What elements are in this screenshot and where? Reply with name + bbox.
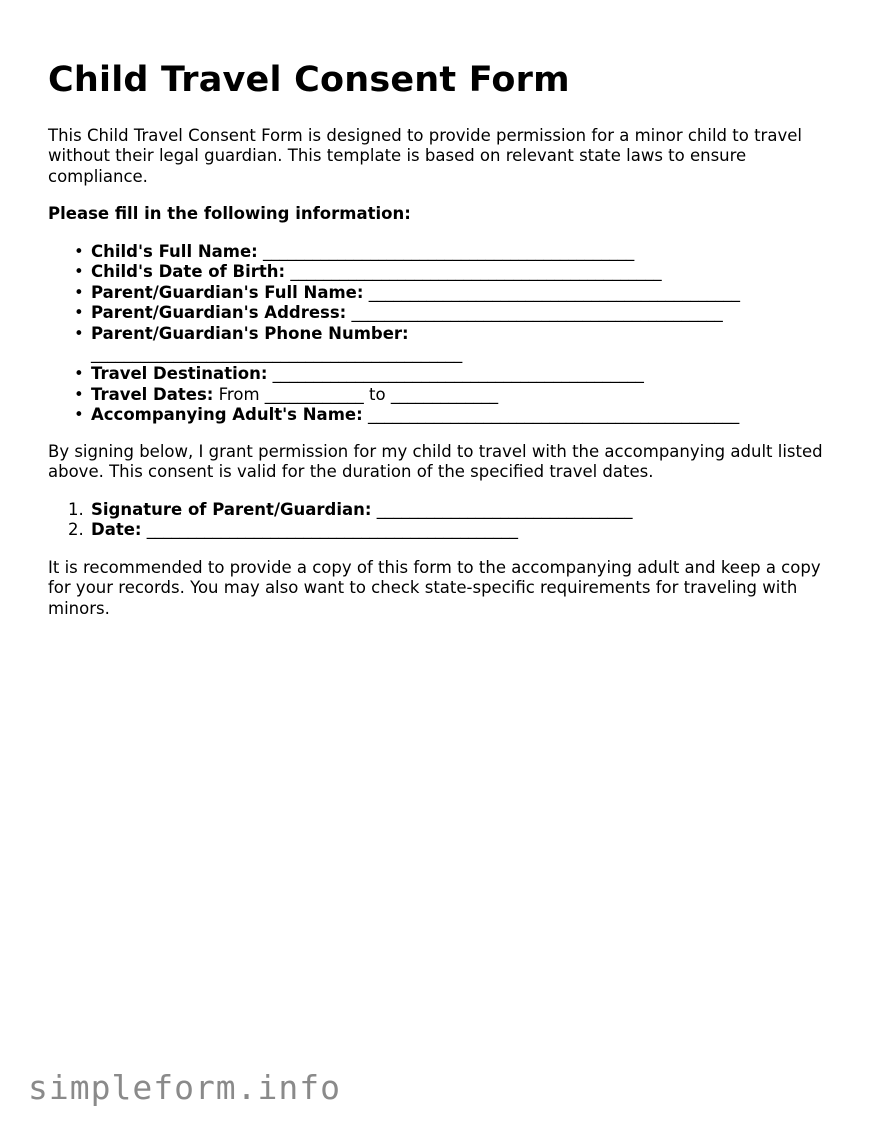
field-guardian-phone	[91, 324, 838, 365]
fill-in-prompt: Please fill in the following information:	[48, 204, 411, 223]
field-label: Parent/Guardian's Full Name:	[91, 282, 364, 302]
field-label: Signature of Parent/Guardian:	[91, 500, 372, 519]
field-label: Accompanying Adult's Name:	[91, 405, 363, 425]
watermark: simpleform.info	[28, 1068, 342, 1107]
field-travel-dates	[91, 385, 838, 405]
field-accompanying-adult	[91, 405, 838, 425]
list-number: 2.	[68, 520, 84, 540]
from-word: From	[218, 384, 260, 404]
field-label: Child's Date of Birth:	[91, 262, 286, 282]
field-blank: _____________________________________________	[263, 242, 635, 261]
field-guardian-address	[91, 303, 838, 323]
field-label: Travel Dates:	[91, 384, 214, 404]
field-guardian-name	[91, 283, 838, 303]
info-field-list	[48, 242, 838, 426]
to-date-blank: _____________	[390, 384, 499, 404]
page-title: Child Travel Consent Form	[48, 60, 570, 100]
intro-paragraph: This Child Travel Consent Form is designed to provide permission for a minor child to travel without their legal guardian. This template is based on relevant state laws to ensure compliance.	[48, 126, 802, 186]
field-label: Travel Destination:	[91, 364, 268, 384]
field-blank: _____________________________________________	[272, 364, 644, 384]
field-child-dob	[91, 262, 838, 282]
signature-list	[48, 500, 632, 541]
field-child-name	[91, 242, 838, 262]
field-blank: _______________________________	[376, 500, 633, 519]
signature-line	[68, 500, 633, 520]
to-word: to	[369, 384, 386, 404]
field-label: Date:	[91, 520, 142, 540]
field-blank: _____________________________________________	[368, 282, 740, 302]
field-blank: _____________________________________________	[146, 520, 519, 540]
date-line	[68, 520, 632, 540]
consent-paragraph: By signing below, I grant permission for my child to travel with the accompanying adult listed above. This consent is valid for the duration of the specified travel dates.	[48, 442, 823, 482]
from-date-blank: ____________	[264, 384, 364, 404]
field-label: Parent/Guardian's Phone Number:	[91, 323, 409, 343]
field-travel-destination	[91, 364, 838, 384]
field-blank: _____________________________________________	[91, 344, 463, 364]
field-blank: _____________________________________________	[290, 262, 662, 282]
field-blank: _____________________________________________	[351, 303, 723, 323]
closing-paragraph: It is recommended to provide a copy of this form to the accompanying adult and keep a copy for your records. You may also want to check state-specific requirements for traveling with minors.	[48, 558, 821, 618]
field-label: Parent/Guardian's Address:	[91, 303, 347, 323]
list-number: 1.	[68, 500, 84, 519]
field-label: Child's Full Name:	[91, 242, 258, 261]
field-blank: _____________________________________________	[367, 405, 740, 425]
